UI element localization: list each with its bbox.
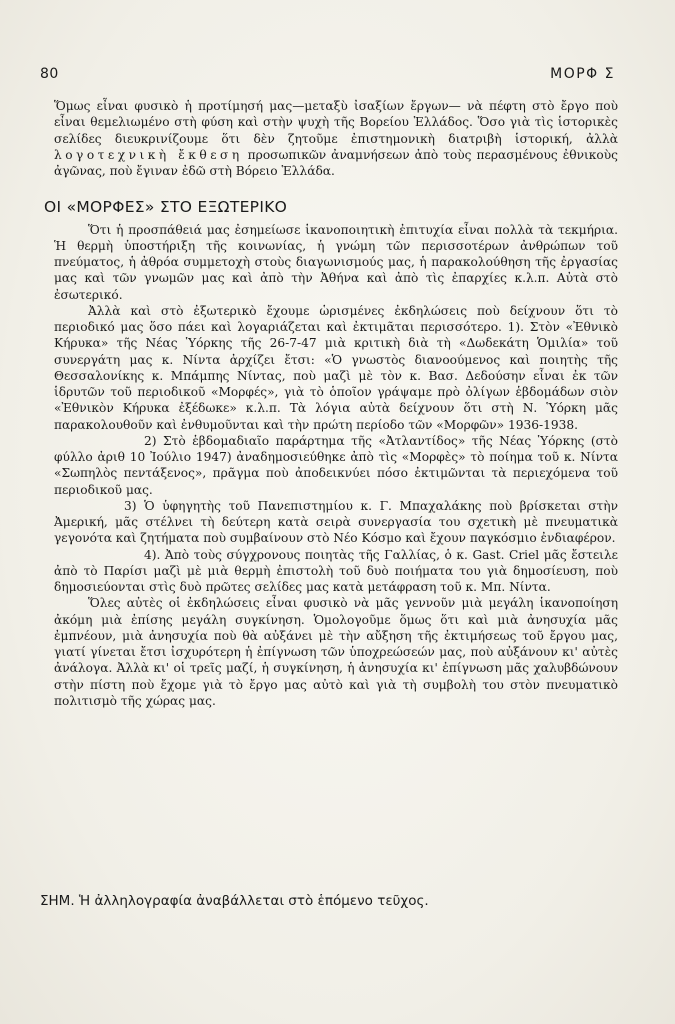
page-number: 80	[40, 66, 59, 82]
page-header	[40, 66, 615, 86]
paragraph-conclusion: Ὅλες αὐτὲς οἱ ἐκδηλώσεις εἶναι φυσικὸ νὰ μᾶς γεννοῦν μιὰ μεγάλη ἱκανοποίηση ἀκόμη μιὰ ἐπίσης μεγάλη συγκίνηση. Ὁμολογοῦμε ὅμως ὅτι καὶ μιὰ ἀνησυχία μᾶς ἐμπνέουν, μιὰ ἀνησυχία ποὺ θὰ αὐξάνει μὲ τὴν αὔξηση τῆς ἐκτιμήσεως τοῦ ἔργου μας, γιατί γίνεται ἔτσι ἰσχυρότερη ἡ ἐπίγνωση τῶν ὑποχρεώσεών μας, ποὺ αὐξάνουν κι' αὐτὲς ἀνάλογα. Ἀλλὰ κι' οἱ τρεῖς μαζί, ἡ συγκίνηση, ἡ ἀνησυχία κι' ἐπίγνωση μᾶς χαλυβδώνουν στὴν πίστη ποὺ ἔχομε γιὰ τὸ ἔργο μας αὐτὸ καὶ γιὰ τὴ συμβολὴ του στὸν πνευματικὸ πολιτισμὸ τῆς χώρας μας.	[54, 596, 618, 708]
article-body	[44, 98, 618, 709]
paragraph-success: Ὅτι ἡ προσπάθειά μας ἐσημείωσε ἱκανοποιητικὴ ἐπιτυχία εἶναι πολλὰ τὰ τεκμήρια. Ἡ θερμὴ ὑποστήριξη τῆς κοινωνίας, ἡ γνώμη τῶν περισσοτέρων ἀνθρώπων τοῦ πνεύματος, ἡ ἀθρόα συμμετοχὴ στοὺς διαγωνισμούς μας, ἡ παρακολούθηση τῆς ἐργασίας μας καὶ τῶν γνωμῶν μας καὶ ἀπὸ τὴν Ἀθήνα καὶ ἀπὸ τὶς ἐπαρχίες κ.λ.π. Αὐτὰ στὸ ἐσωτερικό.	[54, 222, 618, 302]
intro-spaced-text: λογοτεχνικὴ ἔκθεση	[54, 147, 243, 162]
paragraph-criel: 4). Ἀπὸ τοὺς σύγχρονους ποιητὰς τῆς Γαλλίας, ὁ κ. Gast. Criel μᾶς ἔστειλε ἀπὸ τὸ Παρίσι μαζὶ μὲ μιὰ θερμὴ ἐπιστολὴ τοῦ δυὸ ποιήματα του γιὰ δημοσίευση, ποὺ δημοσιεύονται στὶς δυὸ πρῶτες σελίδες μας κατὰ μετάφραση τοῦ κ. Μπ. Νίντα.	[54, 547, 618, 594]
paragraph-bachalakis: 3) Ὁ ὑφηγητὴς τοῦ Πανεπιστημίου κ. Γ. Μπαχαλάκης ποὺ βρίσκεται στὴν Ἀμερική, μᾶς στέλνει τὴ δεύτερη κατὰ σειρὰ συνεργασία του σχετικὴ μὲ πνευματικὰ γεγονότα καὶ ζητήματα ποὺ συμβαίνουν στὸ Νέο Κόσμο καὶ ἔχουν παγκόσμιο ἐνδιαφέρον.	[54, 498, 618, 546]
running-head: ΜΟΡΦ Σ	[550, 66, 615, 82]
footnote: ΣΗΜ. Ἡ ἀλληλογραφία ἀναβάλλεται στὸ ἑπόμενο τεῦχος.	[40, 893, 429, 909]
section-title: ΟΙ «ΜΟΡΦΕΣ» ΣΤΟ ΕΞΩΤΕΡΙΚΟ	[44, 198, 288, 217]
paragraph-atlantis: 2) Στὸ ἑβδομαδιαῖο παράρτημα τῆς «Ἀτλαντίδος» τῆς Νέας Ὑόρκης (στὸ φύλλο ἀριθ 10 Ἰούλιο 1947) ἀναδημοσιεύθηκε ἀπὸ τὶς «Μορφὲς» τὸ ποίημα τοῦ κ. Νίντα «Σωπηλὸς πεντάξενος», πρᾶγμα ποὺ ἀποδεικνύει πόσο ἐκτιμῶνται τὰ περιεχόμενα τοῦ περιοδικοῦ μας.	[54, 433, 618, 497]
intro-text-start: Ὅμως εἶναι φυσικὸ ἡ προτίμησή μας—μεταξὺ ἰσαξίων ἔργων— νὰ πέφτη στὸ ἔργο ποὺ εἶναι θεμελιωμένο στὴ φύση καὶ στὴν ψυχὴ τῆς Βορείου Ἑλλάδος. Ὅσο γιὰ τὶς ἱστορικὲς σελίδες διευκρινίζουμε ὅτι δὲν ζητοῦμε ἐπιστημονικὴ διατριβὴ ἱστορική, ἀλλὰ	[54, 99, 618, 146]
intro-paragraph	[54, 98, 618, 179]
intro-text-end: προσωπικῶν ἀναμνήσεων ἀπὸ τοὺς περασμένους ἐθνικοὺς ἀγῶνας, ποὺ ἔγιναν ἐδῶ στὴ Βόρειο Ἑλλάδα.	[54, 147, 618, 178]
paragraph-abroad: Ἀλλὰ καὶ στὸ ἐξωτερικὸ ἔχουμε ὡρισμένες ἐκδηλώσεις ποὺ δείχνουν ὅτι τὸ περιοδικό μας ὅσο πάει καὶ λογαριάζεται καὶ ἐκτιμᾶται περισσότερο. 1). Στὸν «Ἐθνικὸ Κήρυκα» τῆς Νέας Ὑόρκης τῆς 26-7-47 μιὰ κριτικὴ διὰ τὴ «Δωδεκάτη Ὁμιλία» τοῦ συνεργάτη μας κ. Νίντα ἀρχίζει ἔτσι: «Ὁ γνωστὸς διανοούμενος καὶ ποιητὴς τῆς Θεσσαλονίκης κ. Μπάμπης Νίντας, ποὺ μαζὶ μὲ τὸν κ. Βασ. Δεδούσην εἶναι ἐκ τῶν ἱδρυτῶν τοῦ περιοδικοῦ «Μορφές», γιὰ τὸ ὁποῖον γράψαμε πρὸ ὀλίγων ἑβδομάδων σιὸν «Ἐθνικὸν Κήρυκα ἐξέδωκε» κ.λ.π. Τὰ λόγια αὐτὰ δείχνουν ὅτι στὴ Ν. Ὑόρκη μᾶς παρακολουθοῦν καὶ ἐνθυμοῦνται καὶ τὴν πρώτη περίοδο τῶν «Μορφῶν» 1936-1938.	[54, 303, 618, 432]
